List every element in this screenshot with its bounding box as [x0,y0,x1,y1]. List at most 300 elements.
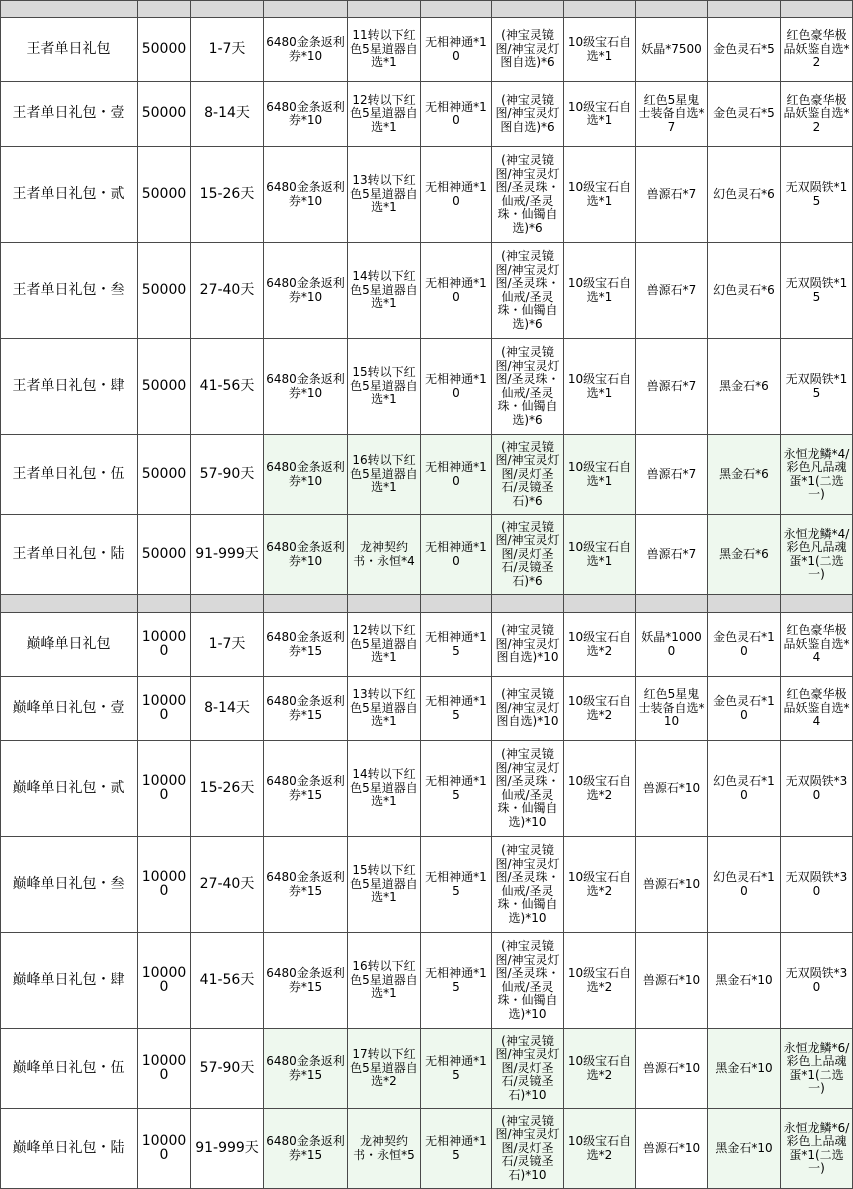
reward-cell [264,741,348,837]
cell-text: 王者单日礼包・陆 [12,545,125,562]
reward-cell [564,1109,636,1189]
reward-cell [708,677,781,741]
reward-cell [564,18,636,82]
cell-text: 黑金石*10 [715,1140,773,1155]
package-name-cell [0,613,138,677]
cell-text: 兽源石*10 [642,1060,701,1075]
cell-text: 兽源石*7 [646,282,697,297]
separator-cell [636,0,708,18]
reward-cell [348,1109,421,1189]
separator-cell [348,0,421,18]
cell-text: (神宝灵镜图/神宝灵灯图自选)*10 [495,687,560,729]
separator-cell [564,595,636,613]
cell-text: 57-90天 [199,465,255,482]
cell-text: 50000 [141,105,187,122]
cell-text: 黑金石*10 [715,1060,773,1075]
reward-cell [348,435,421,515]
cell-text: 无相神通*10 [425,540,487,568]
cell-text: 巅峰单日礼包・伍 [12,1059,125,1076]
cell-text: 27-40天 [199,281,255,298]
reward-cell [492,677,564,741]
reward-cell [421,741,492,837]
price-cell [138,677,191,741]
reward-cell [781,837,853,933]
days-cell [191,515,264,595]
cell-text: 王者单日礼包・壹 [12,105,125,122]
cell-text: 无相神通*15 [425,774,487,802]
cell-text: 王者单日礼包・贰 [12,185,125,202]
reward-cell [348,613,421,677]
cell-text: 50000 [141,40,187,57]
cell-text: 13转以下红色5星道器自选*1 [350,173,418,215]
cell-text: 10级宝石自选*2 [567,966,632,994]
reward-cell [636,515,708,595]
cell-text: 6480金条返利券*10 [266,460,345,488]
package-name-cell [0,677,138,741]
package-name-cell [0,435,138,515]
cell-text: 妖晶*7500 [641,41,702,56]
separator-cell [421,0,492,18]
cell-text: 幻色灵石*10 [713,774,775,802]
cell-text: 6480金条返利券*15 [266,1134,345,1162]
reward-cell [781,1109,853,1189]
cell-text: 无双陨铁*30 [785,774,848,802]
reward-cell [264,435,348,515]
cell-text: 红色豪华极品妖鉴自选*4 [783,623,850,665]
reward-cell [636,18,708,82]
cell-text: (神宝灵镜图/神宝灵灯图/圣灵珠・仙戒/圣灵珠・仙镯自选)*10 [495,843,560,925]
cell-text: 金色灵石*5 [713,41,775,56]
price-cell [138,741,191,837]
cell-text: 15转以下红色5星道器自选*1 [350,365,418,407]
price-cell [138,435,191,515]
cell-text: 41-56天 [199,377,255,394]
reward-cell [564,243,636,339]
reward-cell [492,837,564,933]
cell-text: 龙神契约书・永恒*5 [353,1134,415,1162]
separator-cell [191,0,264,18]
reward-cell [492,741,564,837]
price-cell [138,515,191,595]
cell-text: 10级宝石自选*1 [567,276,632,304]
cell-text: 无相神通*15 [425,630,487,658]
cell-text: 巅峰单日礼包・肆 [12,971,125,988]
cell-text: 27-40天 [199,875,255,892]
reward-cell [708,741,781,837]
package-name-cell [0,741,138,837]
cell-text: 10级宝石自选*2 [567,694,632,722]
cell-text: 10级宝石自选*1 [567,540,632,568]
days-cell [191,1029,264,1109]
reward-cell [708,1029,781,1109]
reward-cell [492,243,564,339]
reward-cell [781,435,853,515]
separator-cell [138,595,191,613]
cell-text: 16转以下红色5星道器自选*1 [350,959,418,1001]
cell-text: 15转以下红色5星道器自选*1 [350,863,418,905]
cell-text: 100000 [141,1133,187,1163]
reward-cell [564,613,636,677]
reward-cell [636,933,708,1029]
price-cell [138,339,191,435]
package-name-cell [0,339,138,435]
price-cell [138,613,191,677]
cell-text: 王者单日礼包・肆 [12,377,125,394]
cell-text: 50000 [141,545,187,562]
reward-cell [781,18,853,82]
cell-text: 10级宝石自选*1 [567,35,632,63]
days-cell [191,147,264,243]
reward-cell [708,82,781,147]
cell-text: 11转以下红色5星道器自选*1 [350,28,418,70]
reward-cell [421,243,492,339]
reward-cell [348,515,421,595]
reward-cell [492,1109,564,1189]
cell-text: 无相神通*15 [425,1134,487,1162]
cell-text: 无双陨铁*30 [785,966,848,994]
cell-text: 6480金条返利券*10 [266,372,345,400]
price-cell [138,933,191,1029]
cell-text: 巅峰单日礼包・贰 [12,779,125,796]
cell-text: 100000 [141,1053,187,1083]
cell-text: 100000 [141,869,187,899]
cell-text: 红色5星鬼士装备自选*10 [638,687,705,729]
cell-text: 无相神通*15 [425,1054,487,1082]
cell-text: 幻色灵石*6 [713,282,775,297]
price-cell [138,1109,191,1189]
package-name-cell [0,147,138,243]
separator-cell [421,595,492,613]
reward-cell [492,613,564,677]
reward-cell [264,18,348,82]
cell-text: 50000 [141,377,187,394]
reward-cell [708,837,781,933]
cell-text: 红色5星鬼士装备自选*7 [638,92,705,134]
reward-cell [421,837,492,933]
cell-text: 91-999天 [195,1139,259,1156]
reward-cell [636,82,708,147]
cell-text: 10级宝石自选*1 [567,180,632,208]
reward-cell [348,147,421,243]
cell-text: 龙神契约书・永恒*4 [353,540,415,568]
reward-cell [708,435,781,515]
reward-cell [564,339,636,435]
cell-text: 巅峰单日礼包・陆 [12,1139,125,1156]
reward-cell [781,147,853,243]
separator-cell [492,595,564,613]
days-cell [191,933,264,1029]
package-name-cell [0,933,138,1029]
cell-text: 金色灵石*10 [713,630,775,658]
reward-cell [421,515,492,595]
separator-cell [781,0,853,18]
reward-cell [564,515,636,595]
days-cell [191,677,264,741]
cell-text: 无双陨铁*15 [785,276,848,304]
cell-text: 无双陨铁*15 [785,372,848,400]
days-cell [191,741,264,837]
cell-text: 6480金条返利券*10 [266,35,345,63]
reward-cell [421,613,492,677]
separator-cell [138,0,191,18]
cell-text: 10级宝石自选*2 [567,870,632,898]
cell-text: 6480金条返利券*10 [266,276,345,304]
separator-cell [264,0,348,18]
reward-cell [636,243,708,339]
separator-cell [564,0,636,18]
cell-text: 100000 [141,965,187,995]
cell-text: 10级宝石自选*2 [567,630,632,658]
cell-text: 永恒龙鳞*6/彩色上品魂蛋*1(二选一) [783,1040,850,1095]
reward-cell [421,18,492,82]
cell-text: 无相神通*15 [425,966,487,994]
cell-text: 无相神通*10 [425,276,487,304]
cell-text: (神宝灵镜图/神宝灵灯图自选)*10 [495,623,560,665]
reward-cell [264,147,348,243]
package-name-cell [0,1029,138,1109]
reward-cell [708,933,781,1029]
cell-text: 12转以下红色5星道器自选*1 [350,623,418,665]
days-cell [191,82,264,147]
reward-cell [421,677,492,741]
reward-cell [264,82,348,147]
cell-text: 王者单日礼包・伍 [12,465,125,482]
cell-text: 16转以下红色5星道器自选*1 [350,453,418,495]
days-cell [191,18,264,82]
cell-text: 50000 [141,185,187,202]
separator-cell [636,595,708,613]
cell-text: 兽源石*7 [646,186,697,201]
reward-cell [264,933,348,1029]
reward-cell [264,243,348,339]
cell-text: 10级宝石自选*2 [567,774,632,802]
reward-cell [264,515,348,595]
price-cell [138,147,191,243]
separator-cell [0,595,138,613]
reward-cell [781,243,853,339]
reward-cell [264,837,348,933]
reward-cell [781,741,853,837]
reward-cell [636,339,708,435]
cell-text: 57-90天 [199,1059,255,1076]
reward-cell [348,18,421,82]
reward-cell [492,18,564,82]
reward-cell [421,339,492,435]
cell-text: 金色灵石*5 [713,106,775,121]
cell-text: 黑金石*10 [715,972,773,987]
reward-cell [264,1109,348,1189]
cell-text: 无相神通*10 [425,99,487,127]
cell-text: (神宝灵镜图/神宝灵灯图/圣灵珠・仙戒/圣灵珠・仙镯自选)*10 [495,939,560,1021]
cell-text: (神宝灵镜图/神宝灵灯图自选)*6 [495,28,560,70]
reward-cell [421,1109,492,1189]
cell-text: (神宝灵镜图/神宝灵灯图/圣灵珠・仙戒/圣灵珠・仙镯自选)*6 [495,249,560,331]
reward-cell [421,933,492,1029]
cell-text: 兽源石*7 [646,378,697,393]
reward-cell [348,741,421,837]
days-cell [191,339,264,435]
reward-cell [348,677,421,741]
cell-text: 无相神通*15 [425,694,487,722]
reward-cell [781,613,853,677]
reward-cell [781,677,853,741]
reward-cell [636,741,708,837]
cell-text: 无相神通*10 [425,460,487,488]
package-name-cell [0,18,138,82]
price-cell [138,82,191,147]
reward-cell [708,18,781,82]
package-name-cell [0,837,138,933]
separator-cell [264,595,348,613]
cell-text: 幻色灵石*6 [713,186,775,201]
separator-cell [708,595,781,613]
reward-cell [636,613,708,677]
reward-cell [636,837,708,933]
cell-text: (神宝灵镜图/神宝灵灯图/灵灯圣石/灵镜圣石)*10 [495,1033,560,1102]
cell-text: 妖晶*10000 [641,630,702,658]
cell-text: (神宝灵镜图/神宝灵灯图/灵灯圣石/灵镜圣石)*6 [495,439,560,508]
reward-cell [348,837,421,933]
cell-text: 50000 [141,281,187,298]
cell-text: 兽源石*7 [646,546,697,561]
price-cell [138,243,191,339]
cell-text: 17转以下红色5星道器自选*2 [350,1047,418,1089]
cell-text: 无双陨铁*30 [785,870,848,898]
cell-text: 6480金条返利券*15 [266,1054,345,1082]
cell-text: 15-26天 [199,779,255,796]
cell-text: 10级宝石自选*2 [567,1054,632,1082]
cell-text: 红色豪华极品妖鉴自选*2 [783,28,850,70]
cell-text: 6480金条返利券*10 [266,540,345,568]
price-cell [138,1029,191,1109]
reward-cell [492,435,564,515]
reward-cell [708,515,781,595]
cell-text: 13转以下红色5星道器自选*1 [350,687,418,729]
cell-text: 黑金石*6 [719,378,769,393]
reward-cell [781,339,853,435]
reward-cell [564,677,636,741]
cell-text: 8-14天 [204,105,250,122]
reward-cell [564,435,636,515]
reward-cell [564,147,636,243]
cell-text: 黑金石*6 [719,546,769,561]
cell-text: 100000 [141,773,187,803]
reward-cell [421,1029,492,1109]
cell-text: 12转以下红色5星道器自选*1 [350,92,418,134]
cell-text: 100000 [141,629,187,659]
reward-cell [492,515,564,595]
reward-cell [781,82,853,147]
reward-cell [708,147,781,243]
cell-text: (神宝灵镜图/神宝灵灯图自选)*6 [495,92,560,134]
cell-text: 巅峰单日礼包 [26,635,111,652]
cell-text: 无相神通*10 [425,35,487,63]
cell-text: 100000 [141,693,187,723]
cell-text: (神宝灵镜图/神宝灵灯图/灵灯圣石/灵镜圣石)*10 [495,1113,560,1182]
reward-cell [708,339,781,435]
reward-cell [564,741,636,837]
cell-text: 6480金条返利券*15 [266,966,345,994]
cell-text: 无相神通*10 [425,180,487,208]
reward-cell [636,435,708,515]
reward-cell [348,82,421,147]
cell-text: 黑金石*6 [719,466,769,481]
cell-text: 兽源石*10 [642,876,701,891]
cell-text: 10级宝石自选*1 [567,99,632,127]
reward-cell [264,677,348,741]
reward-cell [264,1029,348,1109]
reward-cell [348,243,421,339]
cell-text: 兽源石*10 [642,972,701,987]
separator-cell [0,0,138,18]
package-name-cell [0,243,138,339]
reward-cell [636,1029,708,1109]
cell-text: 王者单日礼包・叁 [12,281,125,298]
reward-cell [564,82,636,147]
package-name-cell [0,515,138,595]
reward-cell [421,82,492,147]
separator-cell [191,595,264,613]
package-name-cell [0,1109,138,1189]
cell-text: 15-26天 [199,185,255,202]
price-cell [138,18,191,82]
cell-text: 14转以下红色5星道器自选*1 [350,767,418,809]
reward-cell [348,933,421,1029]
cell-text: 1-7天 [208,635,246,652]
cell-text: 14转以下红色5星道器自选*1 [350,269,418,311]
reward-cell [708,1109,781,1189]
reward-cell [781,933,853,1029]
cell-text: 幻色灵石*10 [713,870,775,898]
cell-text: 10级宝石自选*1 [567,372,632,400]
cell-text: 红色豪华极品妖鉴自选*2 [783,92,850,134]
package-name-cell [0,82,138,147]
separator-cell [492,0,564,18]
cell-text: 永恒龙鳞*6/彩色上品魂蛋*1(二选一) [783,1120,850,1175]
cell-text: 兽源石*10 [642,780,701,795]
cell-text: 50000 [141,465,187,482]
reward-cell [708,613,781,677]
days-cell [191,837,264,933]
reward-cell [636,1109,708,1189]
cell-text: 41-56天 [199,971,255,988]
price-cell [138,837,191,933]
reward-cell [492,82,564,147]
cell-text: (神宝灵镜图/神宝灵灯图/圣灵珠・仙戒/圣灵珠・仙镯自选)*6 [495,345,560,427]
reward-cell [421,147,492,243]
cell-text: 金色灵石*10 [713,694,775,722]
days-cell [191,1109,264,1189]
separator-cell [781,595,853,613]
cell-text: 无双陨铁*15 [785,180,848,208]
reward-cell [564,837,636,933]
cell-text: (神宝灵镜图/神宝灵灯图/圣灵珠・仙戒/圣灵珠・仙镯自选)*6 [495,153,560,235]
reward-cell [492,1029,564,1109]
reward-cell [781,1029,853,1109]
cell-text: 6480金条返利券*10 [266,180,345,208]
cell-text: 兽源石*10 [642,1140,701,1155]
reward-cell [264,613,348,677]
cell-text: 无相神通*10 [425,372,487,400]
separator-cell [348,595,421,613]
reward-cell [492,339,564,435]
cell-text: 王者单日礼包 [26,40,111,57]
reward-cell [492,933,564,1029]
reward-cell [708,243,781,339]
reward-cell [781,515,853,595]
cell-text: 6480金条返利券*15 [266,774,345,802]
cell-text: 红色豪华极品妖鉴自选*4 [783,687,850,729]
